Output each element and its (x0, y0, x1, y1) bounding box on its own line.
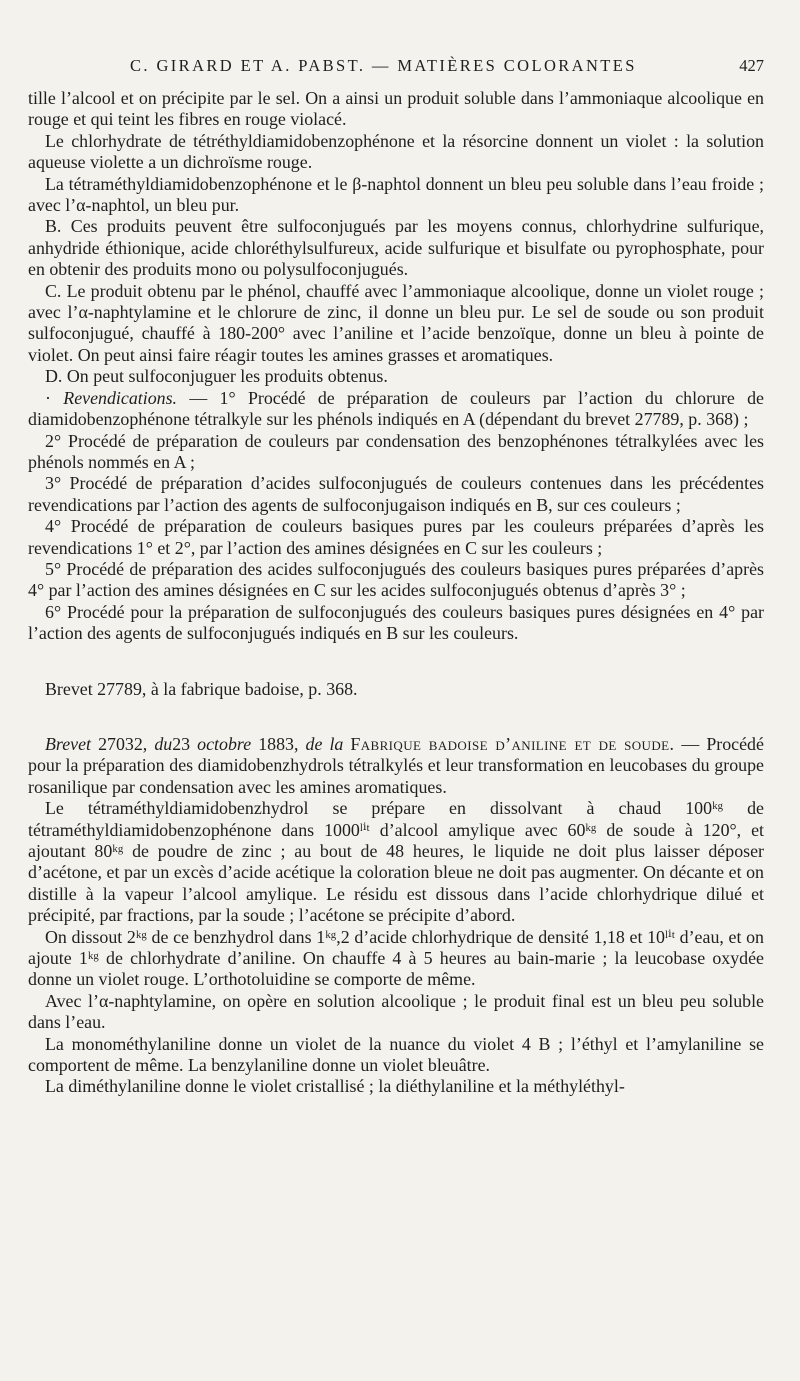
brevet-27032-heading (28, 734, 764, 798)
paragraph: B. Ces produits peuvent être sulfoconjugués par les moyens connus, chlorhydrine sulfurique, anhydride éthionique, acide chloréthylsulfureux, acide sulfurique et bisulfate ou pyrophosphate, pour en obtenir des produits mono ou polysulfoconjugués. (28, 216, 764, 280)
brevet-reference: Brevet 27789, à la fabrique badoise, p. 368. (45, 678, 358, 699)
paragraph: La tétraméthyldiamidobenzophénone et le β-naphtol donnent un bleu peu soluble dans l’eau froide ; avec l’α-naphtol, un bleu pur. (28, 173, 764, 216)
paragraph: Le chlorhydrate de tétréthyldiamidobenzophénone et la résorcine donnent un violet : la solution aqueuse violette a un dichroïsme rouge. (28, 130, 764, 173)
paragraph: D. On peut sulfoconjuguer les produits obtenus. (45, 366, 388, 387)
claim-item: 4° Procédé de préparation de couleurs basiques pures par les couleurs préparées d’après les revendications 1° et 2°, par l’action des amines désignées en C sur les couleurs ; (28, 516, 764, 558)
page-number: 427 (739, 56, 764, 75)
claims-heading: Revendications. (63, 387, 178, 408)
paragraph: La diméthylaniline donne le violet cristallisé ; la diéthylaniline et la méthyléthyl- (45, 1076, 625, 1097)
brevet-number: 27032, (98, 733, 148, 754)
paragraph: La monométhylaniline donne un violet de la nuance du violet 4 B ; l’éthyl et l’amylaniline se comportent de même. La benzylaniline donne un violet bleuâtre. (28, 1033, 764, 1076)
paragraph: C. Le produit obtenu par le phénol, chauffé avec l’ammoniaque alcoolique, donne un violet rouge ; avec l’α-naphtylamine et le chlorure de zinc, il donne un bleu pur. Le sel de soude ou son produit sulfoconjugué, chauffé à 180-200° avec l’aniline et l’acide benzoïque, donne un bleu à pointe de violet. On peut ainsi faire réagir toutes les amines grasses et aromatiques. (28, 280, 764, 365)
claim-item: 2° Procédé de préparation de couleurs par condensation des benzophénones tétralkylées avec les phénols nommés en A ; (28, 430, 764, 472)
claim-item: — 1° Procédé de préparation de couleurs par l’action du chlorure de diamidobenzophénone tétralkyle sur les phénols indiqués en A (dépendant du brevet 27789, p. 368) ; (28, 387, 764, 430)
brevet-month: octobre (197, 733, 252, 754)
running-title: C. GIRARD ET A. PABST. — MATIÈRES COLORANTES (130, 56, 637, 75)
paragraph: On dissout 2ᵏᵍ de ce benzhydrol dans 1ᵏᵍ,2 d’acide chlorhydrique de densité 1,18 et 10ˡⁱᵗ d’eau, et on ajoute 1ᵏᵍ de chlorhydrate d’aniline. On chauffe 4 à 5 heures au bain-marie ; la leucobase oxydée donne un violet rouge. L’orthotoluidine se comporte de même. (28, 926, 764, 990)
claims-paragraph: · Revendications. — 1° Procédé de préparation de couleurs par l’action du chlorure de diamidobenzophénone tétralkyle sur les phénols indiqués en A (dépendant du brevet 27789, p. 368) ; (28, 387, 764, 430)
brevet-day: 23 (172, 733, 191, 754)
claim-item: 5° Procédé de préparation des acides sulfoconjugués des couleurs basiques pures préparées d’après 4° par l’action des amines désignées en C sur les acides sulfoconjugués obtenus d’après 3° ; (28, 558, 764, 601)
paragraph: Avec l’α-naphtylamine, on opère en solution alcoolique ; le produit final est un bleu peu soluble dans l’eau. (28, 990, 764, 1033)
brevet-description: — Procédé pour la préparation des diamidobenzhydrols tétralkylés et leur transformation en leucobases du groupe rosanilique par condensation avec les amines aromatiques. (28, 733, 764, 797)
body-text (28, 88, 764, 1098)
brevet-du: du (154, 733, 173, 754)
paragraph: tille l’alcool et on précipite par le sel. On a ainsi un produit soluble dans l’ammoniaque alcoolique en rouge et qui teint les fibres en rouge violacé. (28, 88, 764, 130)
brevet-label: Brevet (45, 733, 92, 754)
paragraph: Le tétraméthyldiamidobenzhydrol se prépare en dissolvant à chaud 100ᵏᵍ de tétraméthyldiamidobenzophénone dans 1000ˡⁱᵗ d’alcool amylique avec 60ᵏᵍ de soude à 120°, et ajoutant 80ᵏᵍ de poudre de zinc ; au bout de 48 heures, le liquide ne doit plus laisser déposer d’acétone, et par un excès d’acide acétique la coloration bleue ne doit pas augmenter. On décante et on distille à la vapeur l’alcool amylique. Le résidu est dissous dans l’acide chlorhydrique dilué et précipité, par fractions, par la soude ; l’acétone se précipite d’abord. (28, 798, 764, 926)
claim-item: 6° Procédé pour la préparation de sulfoconjugués des couleurs basiques pures désignées en 4° par l’action des agents de sulfoconjugués indiqués en B sur les couleurs. (28, 601, 764, 644)
brevet-year: 1883, (258, 733, 299, 754)
brevet-de-la: de la (305, 733, 344, 754)
brevet-company: Fabrique badoise d’aniline et de soude. (350, 733, 675, 754)
running-header (28, 56, 764, 80)
claim-item: 3° Procédé de préparation d’acides sulfoconjugués de couleurs contenues dans les précédentes revendications par l’action des agents de sulfoconjugaison indiqués en B, sur ces couleurs ; (28, 473, 764, 515)
